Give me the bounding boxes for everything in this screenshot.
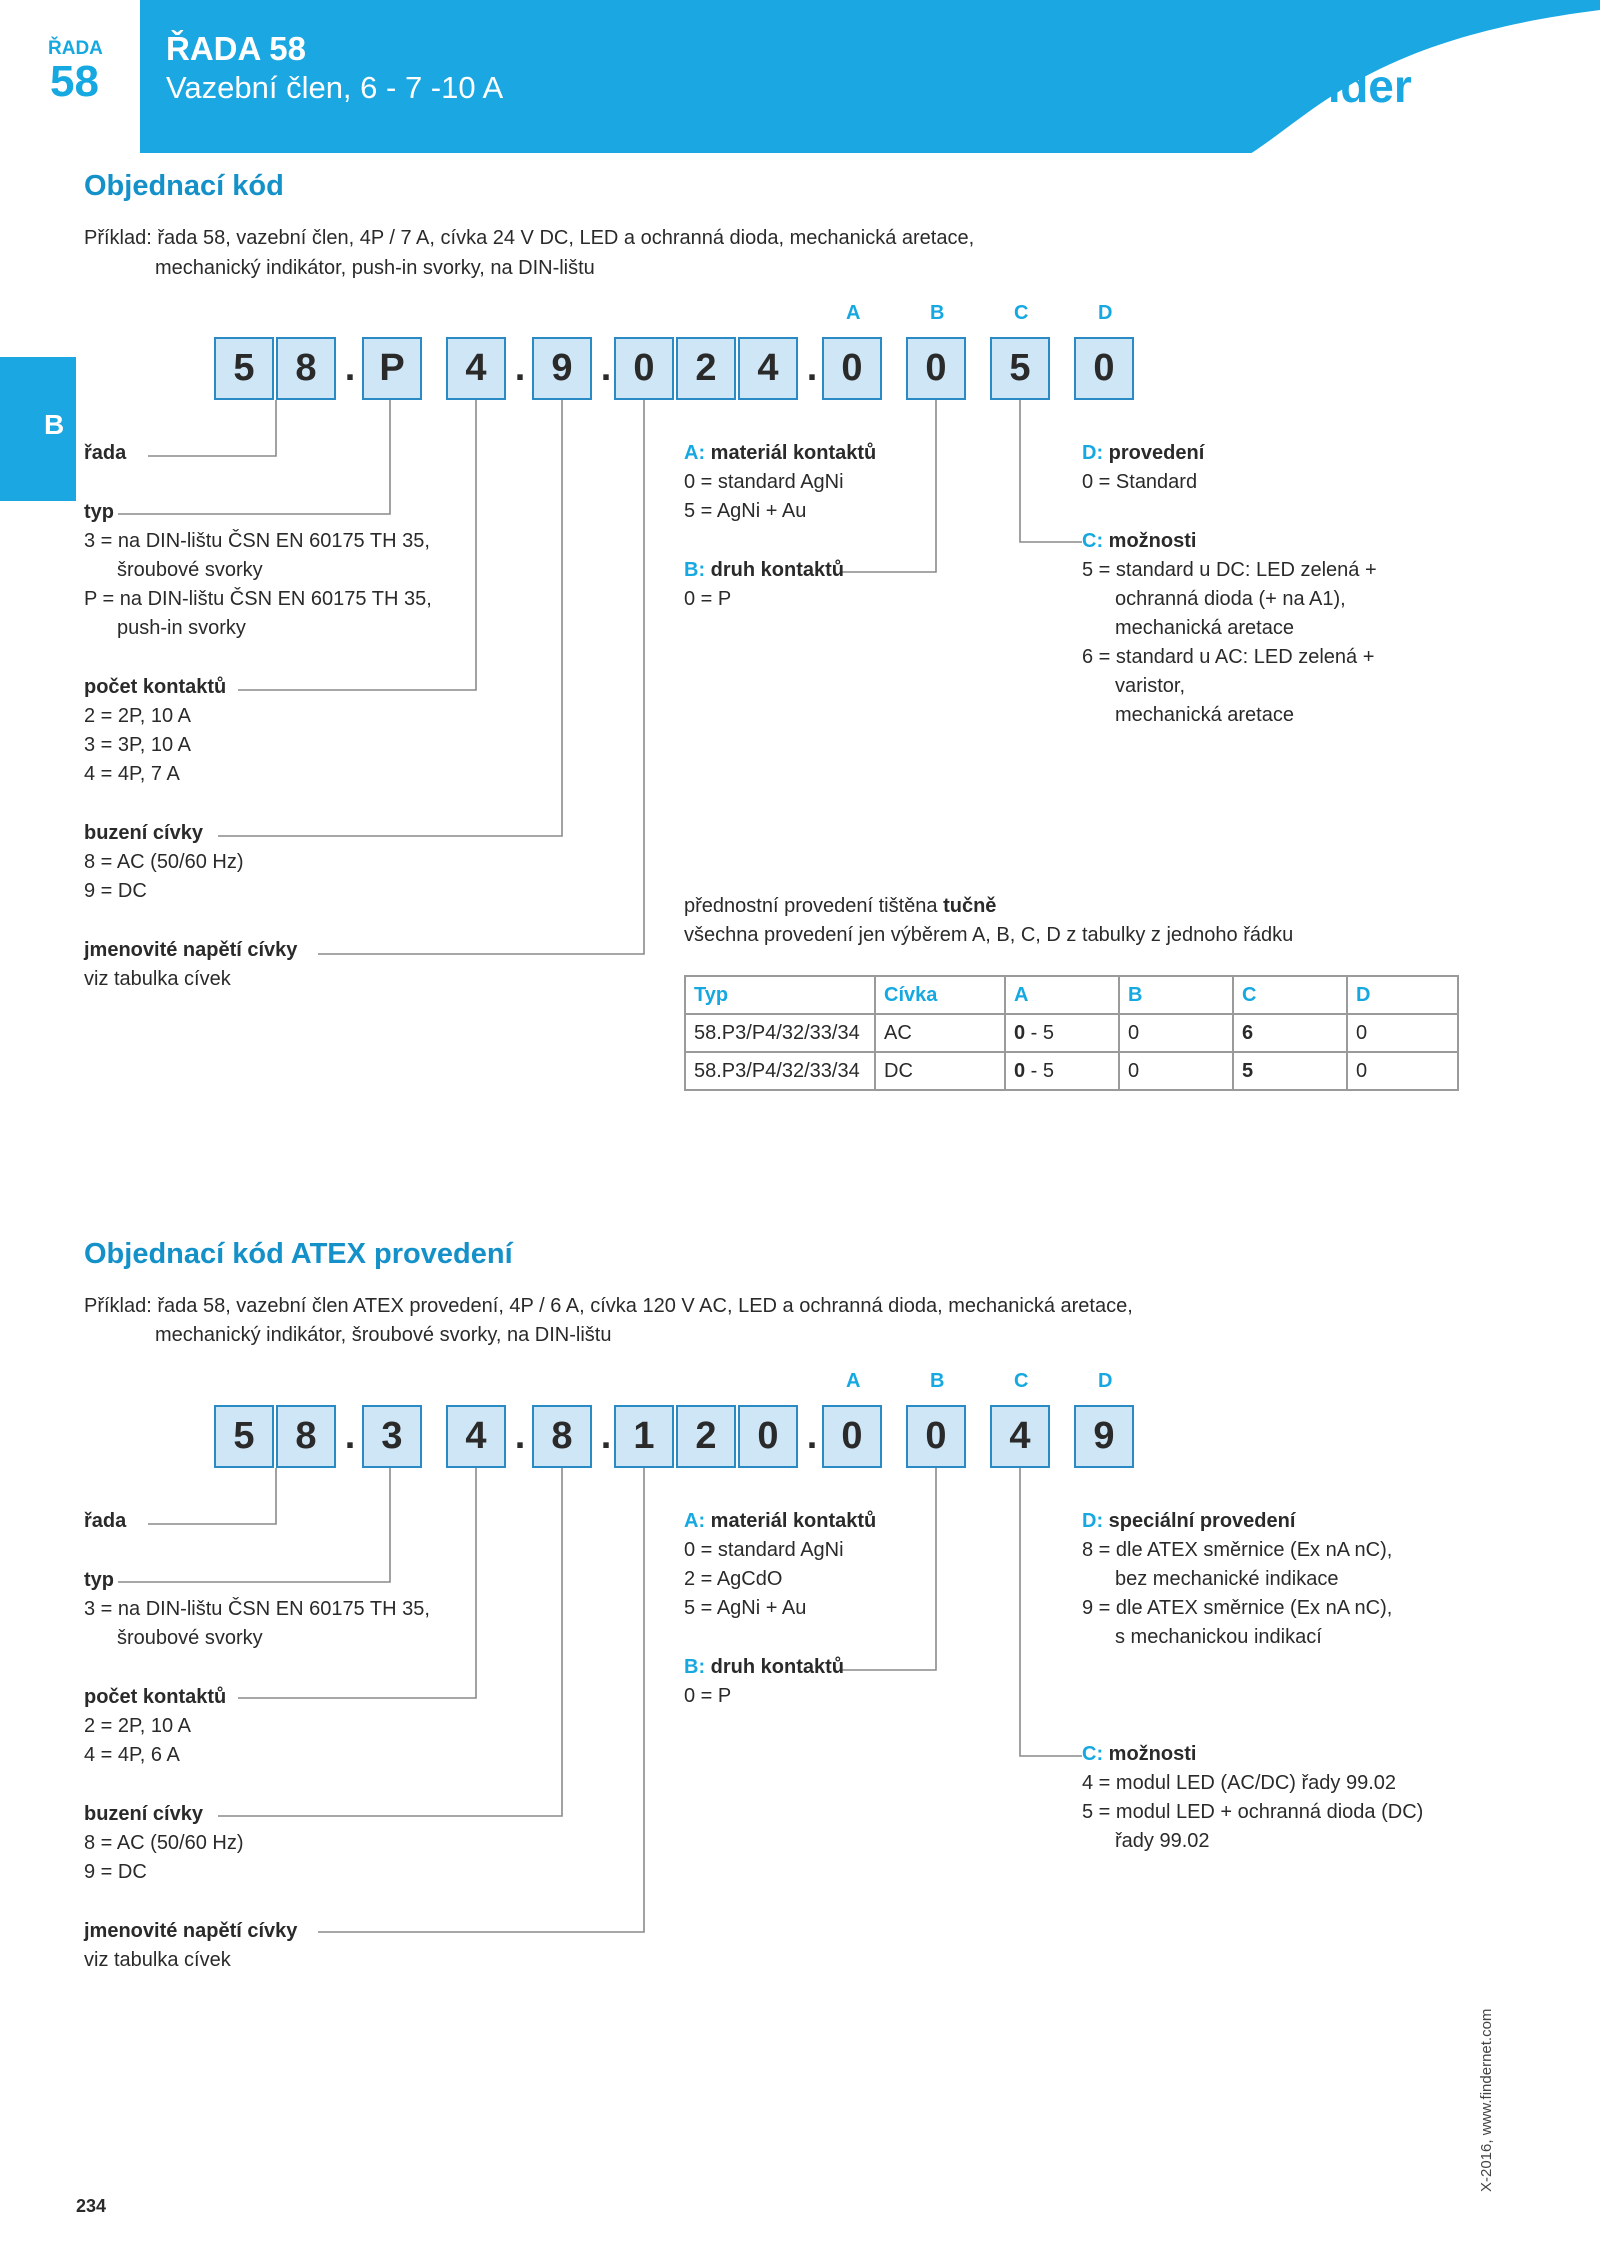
letter-c: C <box>1014 302 1029 324</box>
napeti-label: jmenovité napětí cívky <box>84 1920 298 1942</box>
section2-example-line2: mechanický indikátor, šroubové svorky, na DIN-lištu <box>155 1324 612 1346</box>
table-cell: 0 <box>1347 1014 1458 1052</box>
table-cell-rest: - 5 <box>1025 1059 1055 1082</box>
table-cell: 0 <box>1119 1014 1233 1052</box>
code-digit: 9 <box>532 337 592 400</box>
letter-b: B <box>930 1370 945 1392</box>
buzeni-line: 8 = AC (50/60 Hz) <box>84 1832 244 1854</box>
b-prefix: B: <box>684 559 706 581</box>
buzeni-line: 9 = DC <box>84 1861 147 1883</box>
typ-line: šroubové svorky <box>117 559 263 581</box>
letter-d: D <box>1098 1370 1113 1392</box>
code-digit-d: 9 <box>1074 1405 1134 1468</box>
buzeni-line: 8 = AC (50/60 Hz) <box>84 851 244 873</box>
d-line: bez mechanické indikace <box>1115 1568 1339 1590</box>
a-label: materiál kontaktů <box>710 1510 877 1532</box>
c-line: 4 = modul LED (AC/DC) řady 99.02 <box>1082 1772 1397 1794</box>
a-line: 0 = standard AgNi <box>684 471 844 493</box>
letter-a: A <box>846 302 861 324</box>
a-line: 0 = standard AgNi <box>684 1539 844 1561</box>
code-digit: 8 <box>276 1405 336 1468</box>
code-digit: 1 <box>614 1405 674 1468</box>
code-digit: 3 <box>362 1405 422 1468</box>
section1-title: Objednací kód <box>84 170 284 202</box>
c-heading <box>1082 527 1196 556</box>
b-heading <box>684 556 844 585</box>
table-cell: 6 <box>1233 1014 1347 1052</box>
d-line: 0 = Standard <box>1082 471 1198 493</box>
kontakty-line: 2 = 2P, 10 A <box>84 705 191 727</box>
b-line: 0 = P <box>684 1685 732 1707</box>
code-digit: 2 <box>676 1405 736 1468</box>
series-small-label: ŘADA <box>48 38 103 59</box>
a-label: materiál kontaktů <box>710 442 877 464</box>
code-digit: 2 <box>676 337 736 400</box>
a-prefix: A: <box>684 442 706 464</box>
all-versions-note: všechna provedení jen výběrem A, B, C, D z tabulky z jednoho řádku <box>684 924 1294 946</box>
c-line: varistor, <box>1115 675 1186 697</box>
code-digit: 0 <box>614 337 674 400</box>
code-dot: . <box>600 1415 612 1457</box>
buzeni-label: buzení cívky <box>84 822 203 844</box>
code-dot: . <box>344 347 356 389</box>
kontakty-line: 4 = 4P, 7 A <box>84 763 180 785</box>
typ-label: typ <box>84 1569 114 1591</box>
letter-d: D <box>1098 302 1113 324</box>
table-cell-bold: 0 <box>1014 1059 1026 1082</box>
series-number: 58 <box>50 57 99 106</box>
b-prefix: B: <box>684 1656 706 1678</box>
c-line: mechanická aretace <box>1115 704 1294 726</box>
c-prefix: C: <box>1082 1743 1104 1765</box>
letter-c: C <box>1014 1370 1029 1392</box>
d-heading <box>1082 439 1204 468</box>
code-digit: P <box>362 337 422 400</box>
code-digit-b: 0 <box>906 337 966 400</box>
preferred-note <box>684 892 996 921</box>
code-digit-a: 0 <box>822 1405 882 1468</box>
table-cell: AC <box>875 1014 1005 1052</box>
c-prefix: C: <box>1082 530 1104 552</box>
section1-example-line1: Příklad: řada 58, vazební člen, 4P / 7 A, cívka 24 V DC, LED a ochranná dioda, mechanická aretace, <box>84 227 975 249</box>
typ-line: šroubové svorky <box>117 1627 263 1649</box>
side-tab-label: B <box>44 409 65 440</box>
section1-example-line2: mechanický indikátor, push-in svorky, na DIN-lištu <box>155 257 595 279</box>
section2-title: Objednací kód ATEX provedení <box>84 1238 513 1270</box>
code-digit: 8 <box>276 337 336 400</box>
section2-example-line1: Příklad: řada 58, vazební člen ATEX provedení, 4P / 6 A, cívka 120 V AC, LED a ochranná dioda, mechanická aretace, <box>84 1295 1133 1317</box>
d-prefix: D: <box>1082 442 1104 464</box>
typ-line: P = na DIN-lištu ČSN EN 60175 TH 35, <box>84 588 432 610</box>
buzeni-line: 9 = DC <box>84 880 147 902</box>
table-header-cell: A <box>1005 976 1119 1014</box>
c-line: ochranná dioda (+ na A1), <box>1115 588 1346 610</box>
typ-line: 3 = na DIN-lištu ČSN EN 60175 TH 35, <box>84 1598 430 1620</box>
code-digit: 5 <box>214 1405 274 1468</box>
preferred-note-bold: tučně <box>943 895 997 917</box>
header-subtitle: Vazební člen, 6 - 7 -10 A <box>166 70 504 105</box>
table-header-cell: B <box>1119 976 1233 1014</box>
code-digit-d: 0 <box>1074 337 1134 400</box>
page-number: 234 <box>76 2196 107 2216</box>
b-heading <box>684 1653 844 1682</box>
letter-b: B <box>930 302 945 324</box>
napeti-line: viz tabulka cívek <box>84 968 231 990</box>
code-dot: . <box>806 1415 818 1457</box>
table-cell: 0 <box>1347 1052 1458 1090</box>
table-cell: 58.P3/P4/32/33/34 <box>685 1052 875 1090</box>
d-line: 9 = dle ATEX směrnice (Ex nA nC), <box>1082 1597 1393 1619</box>
table-header-cell: Typ <box>685 976 875 1014</box>
a-line: 5 = AgNi + Au <box>684 1597 807 1619</box>
a-heading <box>684 1507 876 1536</box>
kontakty-line: 4 = 4P, 6 A <box>84 1744 180 1766</box>
typ-line: 3 = na DIN-lištu ČSN EN 60175 TH 35, <box>84 530 430 552</box>
preferred-note-text: přednostní provedení tištěna <box>684 895 938 917</box>
d-label: provedení <box>1108 442 1205 464</box>
a-line: 5 = AgNi + Au <box>684 500 807 522</box>
rada-label: řada <box>84 442 127 464</box>
header-title: ŘADA 58 <box>166 30 306 67</box>
table-cell: 58.P3/P4/32/33/34 <box>685 1014 875 1052</box>
a-heading <box>684 439 876 468</box>
typ-label: typ <box>84 501 114 523</box>
napeti-label: jmenovité napětí cívky <box>84 939 298 961</box>
table-cell-bold: 0 <box>1014 1021 1026 1044</box>
c-line: 5 = modul LED + ochranná dioda (DC) <box>1082 1801 1424 1823</box>
buzeni-label: buzení cívky <box>84 1803 203 1825</box>
code-digit: 5 <box>214 337 274 400</box>
a-line: 2 = AgCdO <box>684 1568 783 1590</box>
kontakty-label: počet kontaktů <box>84 676 227 698</box>
kontakty-line: 3 = 3P, 10 A <box>84 734 191 756</box>
table-header-cell: D <box>1347 976 1458 1014</box>
b-label: druh kontaktů <box>710 559 845 581</box>
d-line: s mechanickou indikací <box>1115 1626 1322 1648</box>
code-digit-c: 5 <box>990 337 1050 400</box>
d-line: 8 = dle ATEX směrnice (Ex nA nC), <box>1082 1539 1393 1561</box>
code-digit: 4 <box>738 337 798 400</box>
code-dot: . <box>514 347 526 389</box>
code-digit: 4 <box>446 337 506 400</box>
code-digit-c: 4 <box>990 1405 1050 1468</box>
table-header-cell: Cívka <box>875 976 1005 1014</box>
code-digit-a: 0 <box>822 337 882 400</box>
kontakty-line: 2 = 2P, 10 A <box>84 1715 191 1737</box>
b-label: druh kontaktů <box>710 1656 845 1678</box>
c-line: 6 = standard u AC: LED zelená + <box>1082 646 1375 668</box>
vertical-note: X-2016, www.findernet.com <box>1478 2008 1495 2192</box>
code-digit: 0 <box>738 1405 798 1468</box>
c-label: možnosti <box>1108 1743 1197 1765</box>
code-digit: 8 <box>532 1405 592 1468</box>
d-label: speciální provedení <box>1108 1510 1296 1532</box>
napeti-line: viz tabulka cívek <box>84 1949 231 1971</box>
table-cell: 5 <box>1233 1052 1347 1090</box>
b-line: 0 = P <box>684 588 732 610</box>
code-dot: . <box>344 1415 356 1457</box>
c-line: mechanická aretace <box>1115 617 1294 639</box>
code-dot: . <box>514 1415 526 1457</box>
d-prefix: D: <box>1082 1510 1104 1532</box>
table-cell-rest: - 5 <box>1025 1021 1055 1044</box>
c-label: možnosti <box>1108 530 1197 552</box>
c-line: 5 = standard u DC: LED zelená + <box>1082 559 1377 581</box>
table-header-cell: C <box>1233 976 1347 1014</box>
code-digit-b: 0 <box>906 1405 966 1468</box>
typ-line: push-in svorky <box>117 617 246 639</box>
code-digit: 4 <box>446 1405 506 1468</box>
kontakty-label: počet kontaktů <box>84 1686 227 1708</box>
c-line: řady 99.02 <box>1115 1830 1210 1852</box>
a-prefix: A: <box>684 1510 706 1532</box>
code-dot: . <box>806 347 818 389</box>
c-heading <box>1082 1740 1196 1769</box>
table-cell: 0 <box>1119 1052 1233 1090</box>
letter-a: A <box>846 1370 861 1392</box>
table-cell: DC <box>875 1052 1005 1090</box>
d-heading <box>1082 1507 1295 1536</box>
rada-label: řada <box>84 1510 127 1532</box>
finder-logo-text: finder <box>1284 60 1412 112</box>
code-dot: . <box>600 347 612 389</box>
